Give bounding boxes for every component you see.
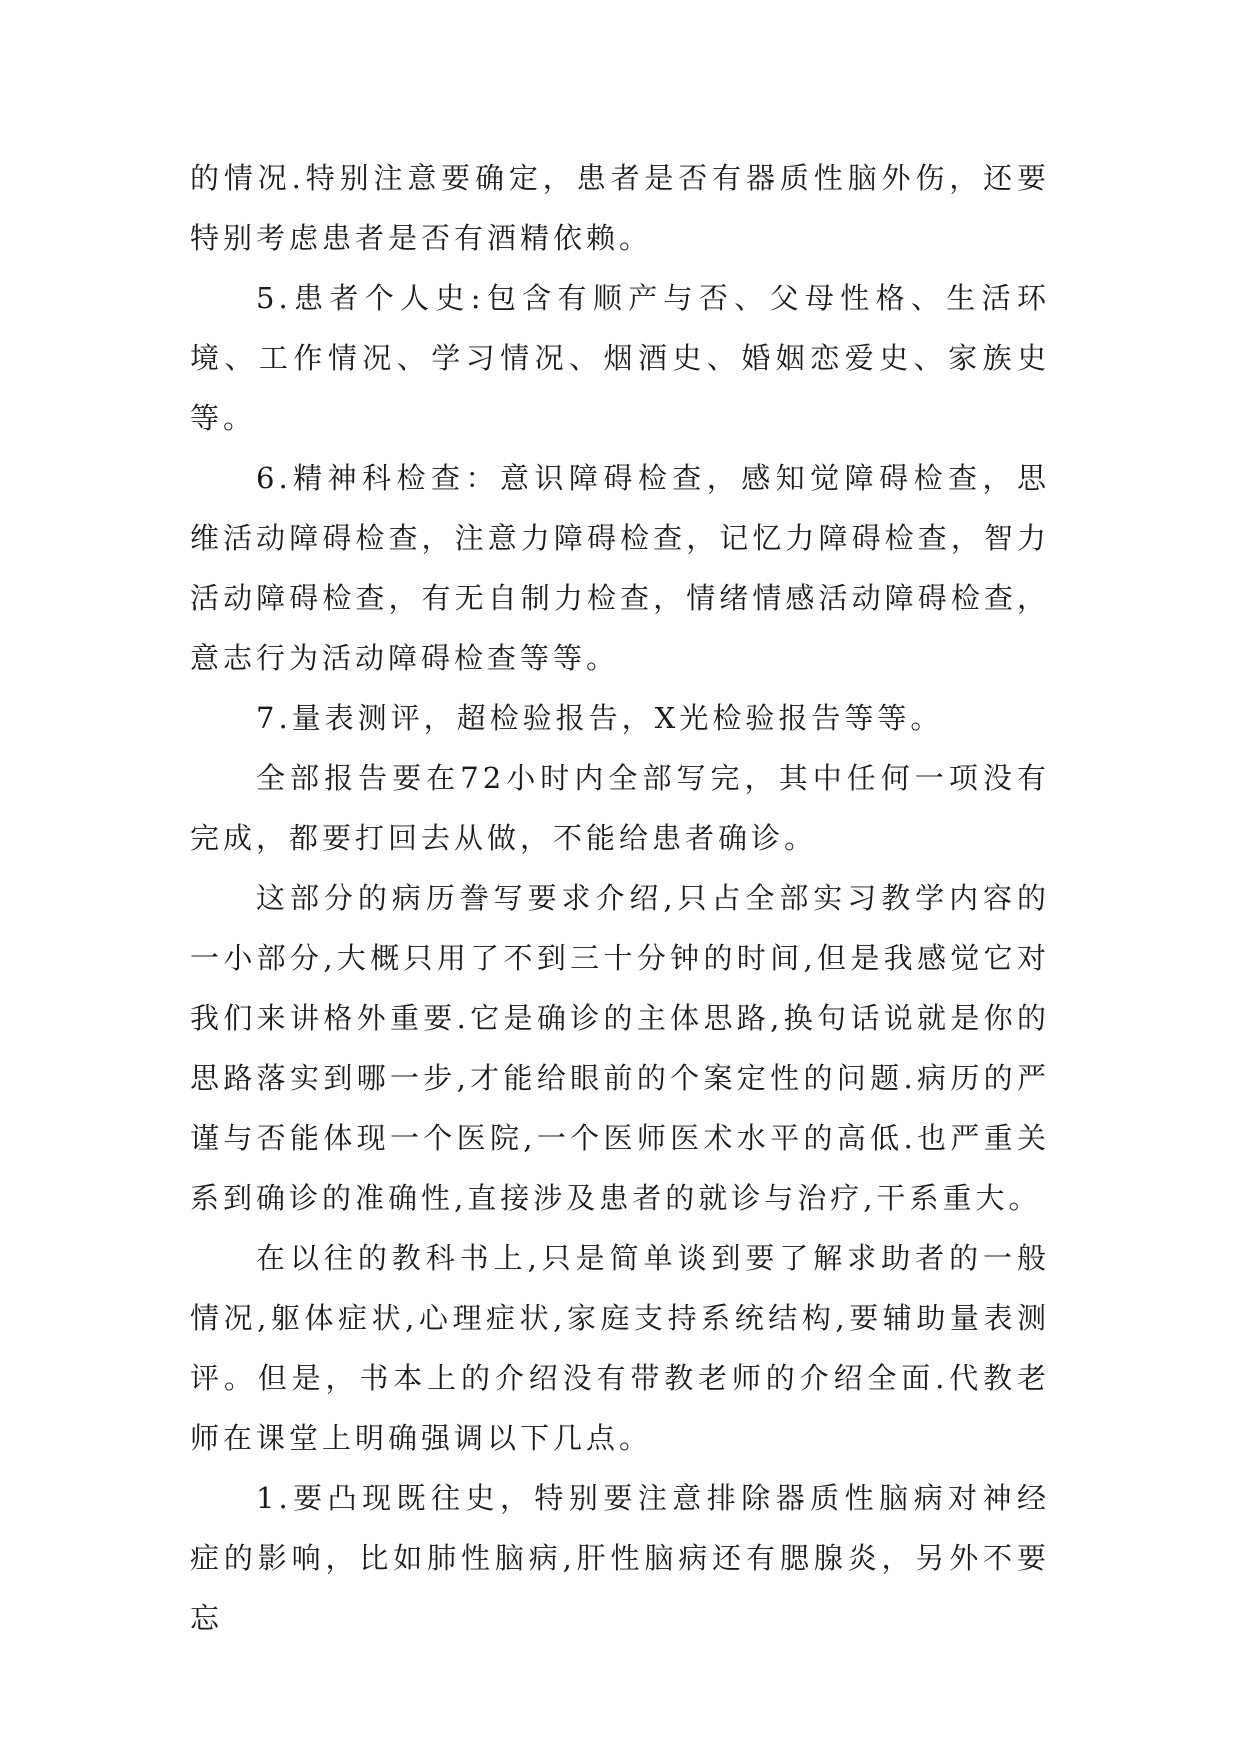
document-body [190, 148, 1050, 1648]
paragraph-past-history: 1.要凸现既往史，特别要注意排除器质性脑病对神经症的影响，比如肺性脑病,肝性脑病还有腮腺炎，另外不要忘 [190, 1481, 1050, 1635]
paragraph-psychiatric-exam: 6.精神科检查：意识障碍检查，感知觉障碍检查，思维活动障碍检查，注意力障碍检查，记忆力障碍检查，智力活动障碍检查，有无自制力检查，情绪情感活动障碍检查，意志行为活动障碍检查等等。 [190, 461, 1050, 675]
paragraph-continuation: 的情况.特别注意要确定，患者是否有器质性脑外伤，还要特别考虑患者是否有酒精依赖。 [190, 161, 1050, 255]
paragraph-scale-assessment: 7.量表测评，超检验报告，X光检验报告等等。 [256, 701, 944, 735]
paragraph-medical-record-importance: 这部分的病历誊写要求介绍,只占全部实习教学内容的一小部分,大概只用了不到三十分钟的时间,但是我感觉它对我们来讲格外重要.它是确诊的主体思路,换句话说就是你的思路落实到哪一步,才能给眼前的个案定性的问题.病历的严谨与否能体现一个医院,一个医师医术水平的高低.也严重关系到确诊的准确性,直接涉及患者的就诊与治疗,干系重大。 [190, 881, 1050, 1215]
paragraph-report-deadline: 全部报告要在72小时内全部写完，其中任何一项没有完成，都要打回去从做，不能给患者确诊。 [190, 761, 1050, 855]
paragraph-personal-history: 5.患者个人史:包含有顺产与否、父母性格、生活环境、工作情况、学习情况、烟酒史、婚姻恋爱史、家族史等。 [190, 281, 1050, 435]
paragraph-textbook-comparison: 在以往的教科书上,只是简单谈到要了解求助者的一般情况,躯体症状,心理症状,家庭支持系统结构,要辅助量表测评。但是，书本上的介绍没有带教老师的介绍全面.代教老师在课堂上明确强调以下几点。 [190, 1241, 1050, 1455]
